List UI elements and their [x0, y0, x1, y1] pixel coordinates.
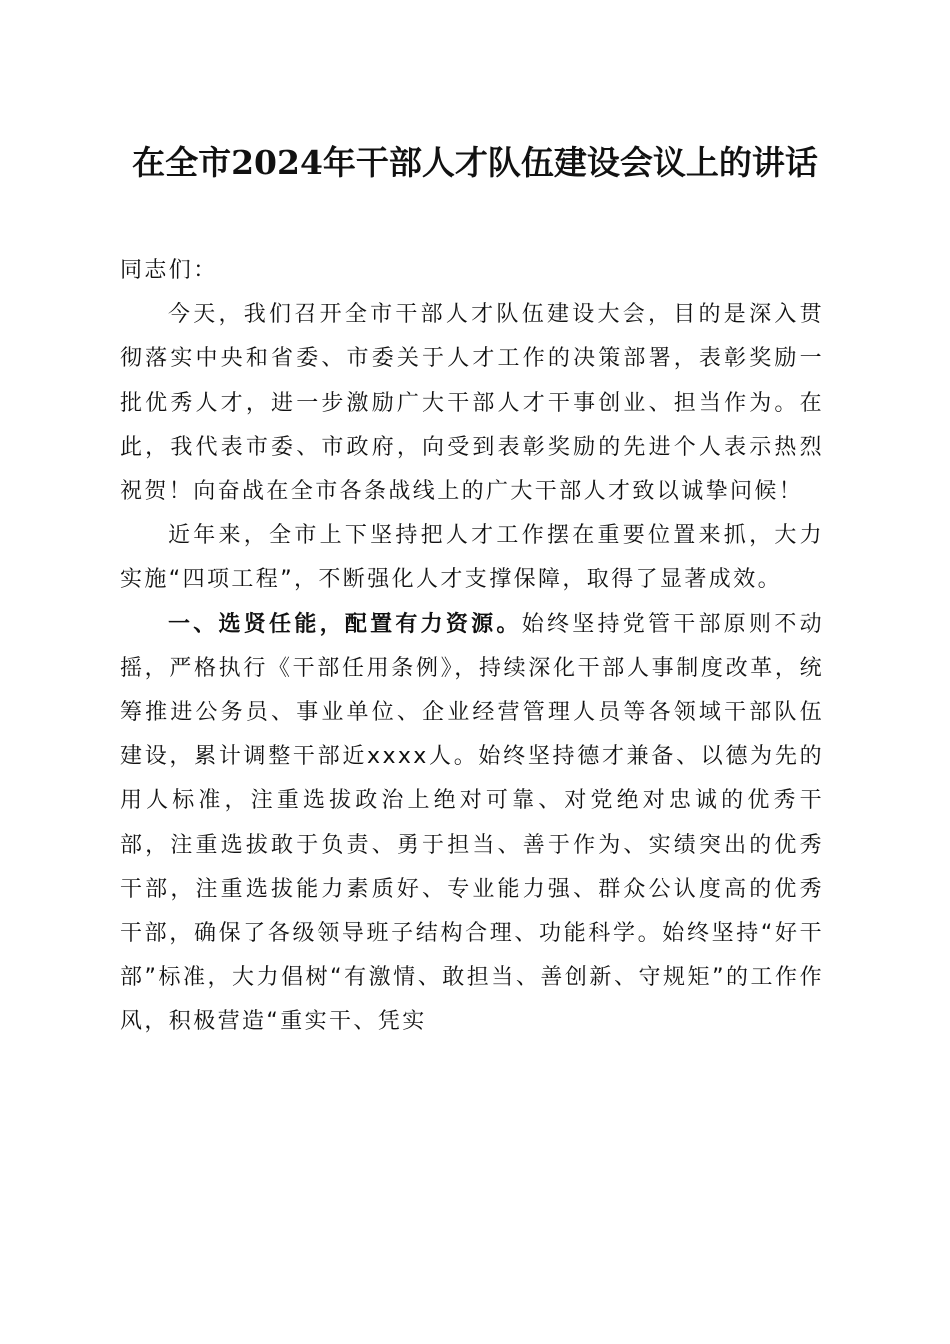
section-one-heading: 一、选贤任能，配置有力资源。: [168, 611, 522, 637]
paragraph-opening: 今天，我们召开全市干部人才队伍建设大会，目的是深入贯彻落实中央和省委、市委关于人才工作的决策部署，表彰奖励一批优秀人才，进一步激励广大干部人才干事创业、担当作为。在此，我代表市委、市政府，向受到表彰奖励的先进个人表示热烈祝贺！向奋战在全市各条战线上的广大干部人才致以诚挚问候！: [120, 302, 824, 505]
paragraph-achievements: 近年来，全市上下坚持把人才工作摆在重要位置来抓，大力实施“四项工程”，不断强化人才支撑保障，取得了显著成效。: [120, 523, 824, 593]
section-one-text: 始终坚持党管干部原则不动摇，严格执行《干部任用条例》，持续深化干部人事制度改革，统筹推进公务员、事业单位、企业经营管理人员等各领域干部队伍建设，累计调整干部近xxxx人。始终坚持德才兼备、以德为先的用人标准，注重选拔政治上绝对可靠、对党绝对忠诚的优秀干部，注重选拔敢于负责、勇于担当、善于作为、实绩突出的优秀干部，注重选拔能力素质好、专业能力强、群众公认度高的优秀干部，确保了各级领导班子结构合理、功能科学。始终坚持“好干部”标准，大力倡树“有激情、敢担当、善创新、守规矩”的工作作风，积极营造“重实干、凭实: [120, 611, 824, 1035]
document-body: [120, 249, 824, 1045]
section-one-paragraph: [120, 603, 824, 1045]
document-title: 在全市2024年干部人才队伍建设会议上的讲话: [132, 143, 818, 182]
salutation: 同志们：: [120, 258, 218, 283]
